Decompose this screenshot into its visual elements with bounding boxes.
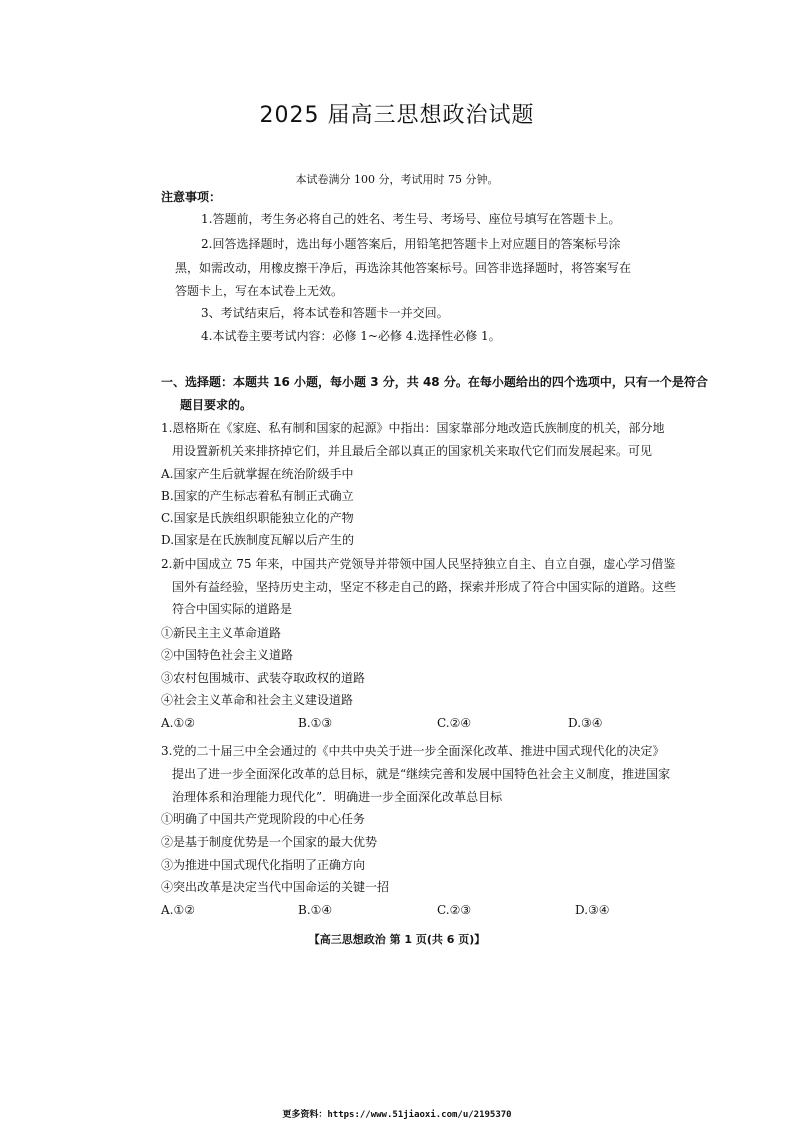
notice-line: 答题卡上，写在本试卷上无效。 [175, 284, 344, 298]
q2-choice-d: D.③④ [568, 716, 603, 730]
q2-stem: 符合中国实际的道路是 [172, 602, 293, 616]
q3-stem: 3.党的二十届三中全会通过的《中共中央关于进一步全面深化改革、推进中国式现代化的决定》 [161, 744, 665, 758]
q2-stem: 2.新中国成立 75 年来，中国共产党领导并带领中国人民坚持独立自主、自立自强，虚心学习借鉴 [161, 557, 676, 571]
exam-info: 本试卷满分 100 分，考试用时 75 分钟。 [295, 173, 499, 186]
q3-item-4: ④突出改革是决定当代中国命运的关键一招 [161, 880, 390, 894]
section-heading: 一、选择题：本题共 16 小题，每小题 3 分，共 48 分。在每小题给出的四个选项中，只有一个是符合 [161, 375, 708, 389]
q2-choice-c: C.②④ [437, 716, 472, 730]
section-heading-cont: 题目要求的。 [180, 398, 253, 412]
q3-choice-b: B.①④ [298, 903, 333, 917]
notice-line: 黑，如需改动，用橡皮擦干净后，再选涂其他答案标号。回答非选择题时，将答案写在 [175, 261, 632, 275]
q3-choice-d: D.③④ [575, 903, 610, 917]
notice-line: 1.答题前，考生务必将自己的姓名、考生号、考场号、座位号填写在答题卡上。 [201, 212, 621, 226]
notice-line: 2.回答选择题时，选出每小题答案后，用铅笔把答题卡上对应题目的答案标号涂 [201, 237, 621, 251]
page-footer: 【高三思想政治 第 1 页(共 6 页)】 [308, 933, 486, 946]
q1-option-d: D.国家是在氏族制度瓦解以后产生的 [161, 533, 355, 547]
q1-stem: 1.恩格斯在《家庭、私有制和国家的起源》中指出：国家靠部分地改造氏族制度的机关，部分地 [161, 421, 665, 435]
q3-choice-c: C.②③ [437, 903, 472, 917]
q2-item-4: ④社会主义革命和社会主义建设道路 [161, 693, 354, 707]
q3-item-1: ①明确了中国共产党现阶段的中心任务 [161, 812, 366, 826]
q3-item-2: ②是基于制度优势是一个国家的最大优势 [161, 835, 378, 849]
q3-item-3: ③为推进中国式现代化指明了正确方向 [161, 858, 366, 872]
q3-stem: 治理体系和治理能力现代化”．明确进一步全面深化改革总目标 [172, 790, 503, 804]
notice-line: 4.本试卷主要考试内容：必修 1~必修 4.选择性必修 1。 [201, 329, 501, 343]
q3-stem: 提出了进一步全面深化改革的总目标，就是“继续完善和发展中国特色社会主义制度，推进国家 [172, 767, 671, 781]
notice-heading: 注意事项： [161, 190, 222, 204]
page-title: 2025 届高三思想政治试题 [259, 103, 535, 128]
q2-choice-a: A.①② [161, 716, 195, 730]
source-link[interactable]: 更多资料：https://www.51jiaoxi.com/u/2195370 [282, 1110, 512, 1120]
q1-stem: 用设置新机关来排挤掉它们，并且最后全部以真正的国家机关来取代它们而发展起来。可见 [172, 444, 653, 458]
q2-item-2: ②中国特色社会主义道路 [161, 648, 294, 662]
q1-option-b: B.国家的产生标志着私有制正式确立 [161, 489, 354, 503]
q2-stem: 国外有益经验，坚持历史主动，坚定不移走自己的路，探索并形成了符合中国实际的道路。这些 [172, 580, 677, 594]
q3-choice-a: A.①② [161, 903, 195, 917]
q2-item-1: ①新民主主义革命道路 [161, 626, 282, 640]
q2-item-3: ③农村包围城市、武装夺取政权的道路 [161, 671, 366, 685]
q1-option-c: C.国家是氏族组织职能独立化的产物 [161, 511, 354, 525]
notice-line: 3、考试结束后，将本试卷和答题卡一并交回。 [201, 306, 449, 320]
q1-option-a: A.国家产生后就掌握在统治阶级手中 [161, 467, 354, 481]
q2-choice-b: B.①③ [298, 716, 333, 730]
